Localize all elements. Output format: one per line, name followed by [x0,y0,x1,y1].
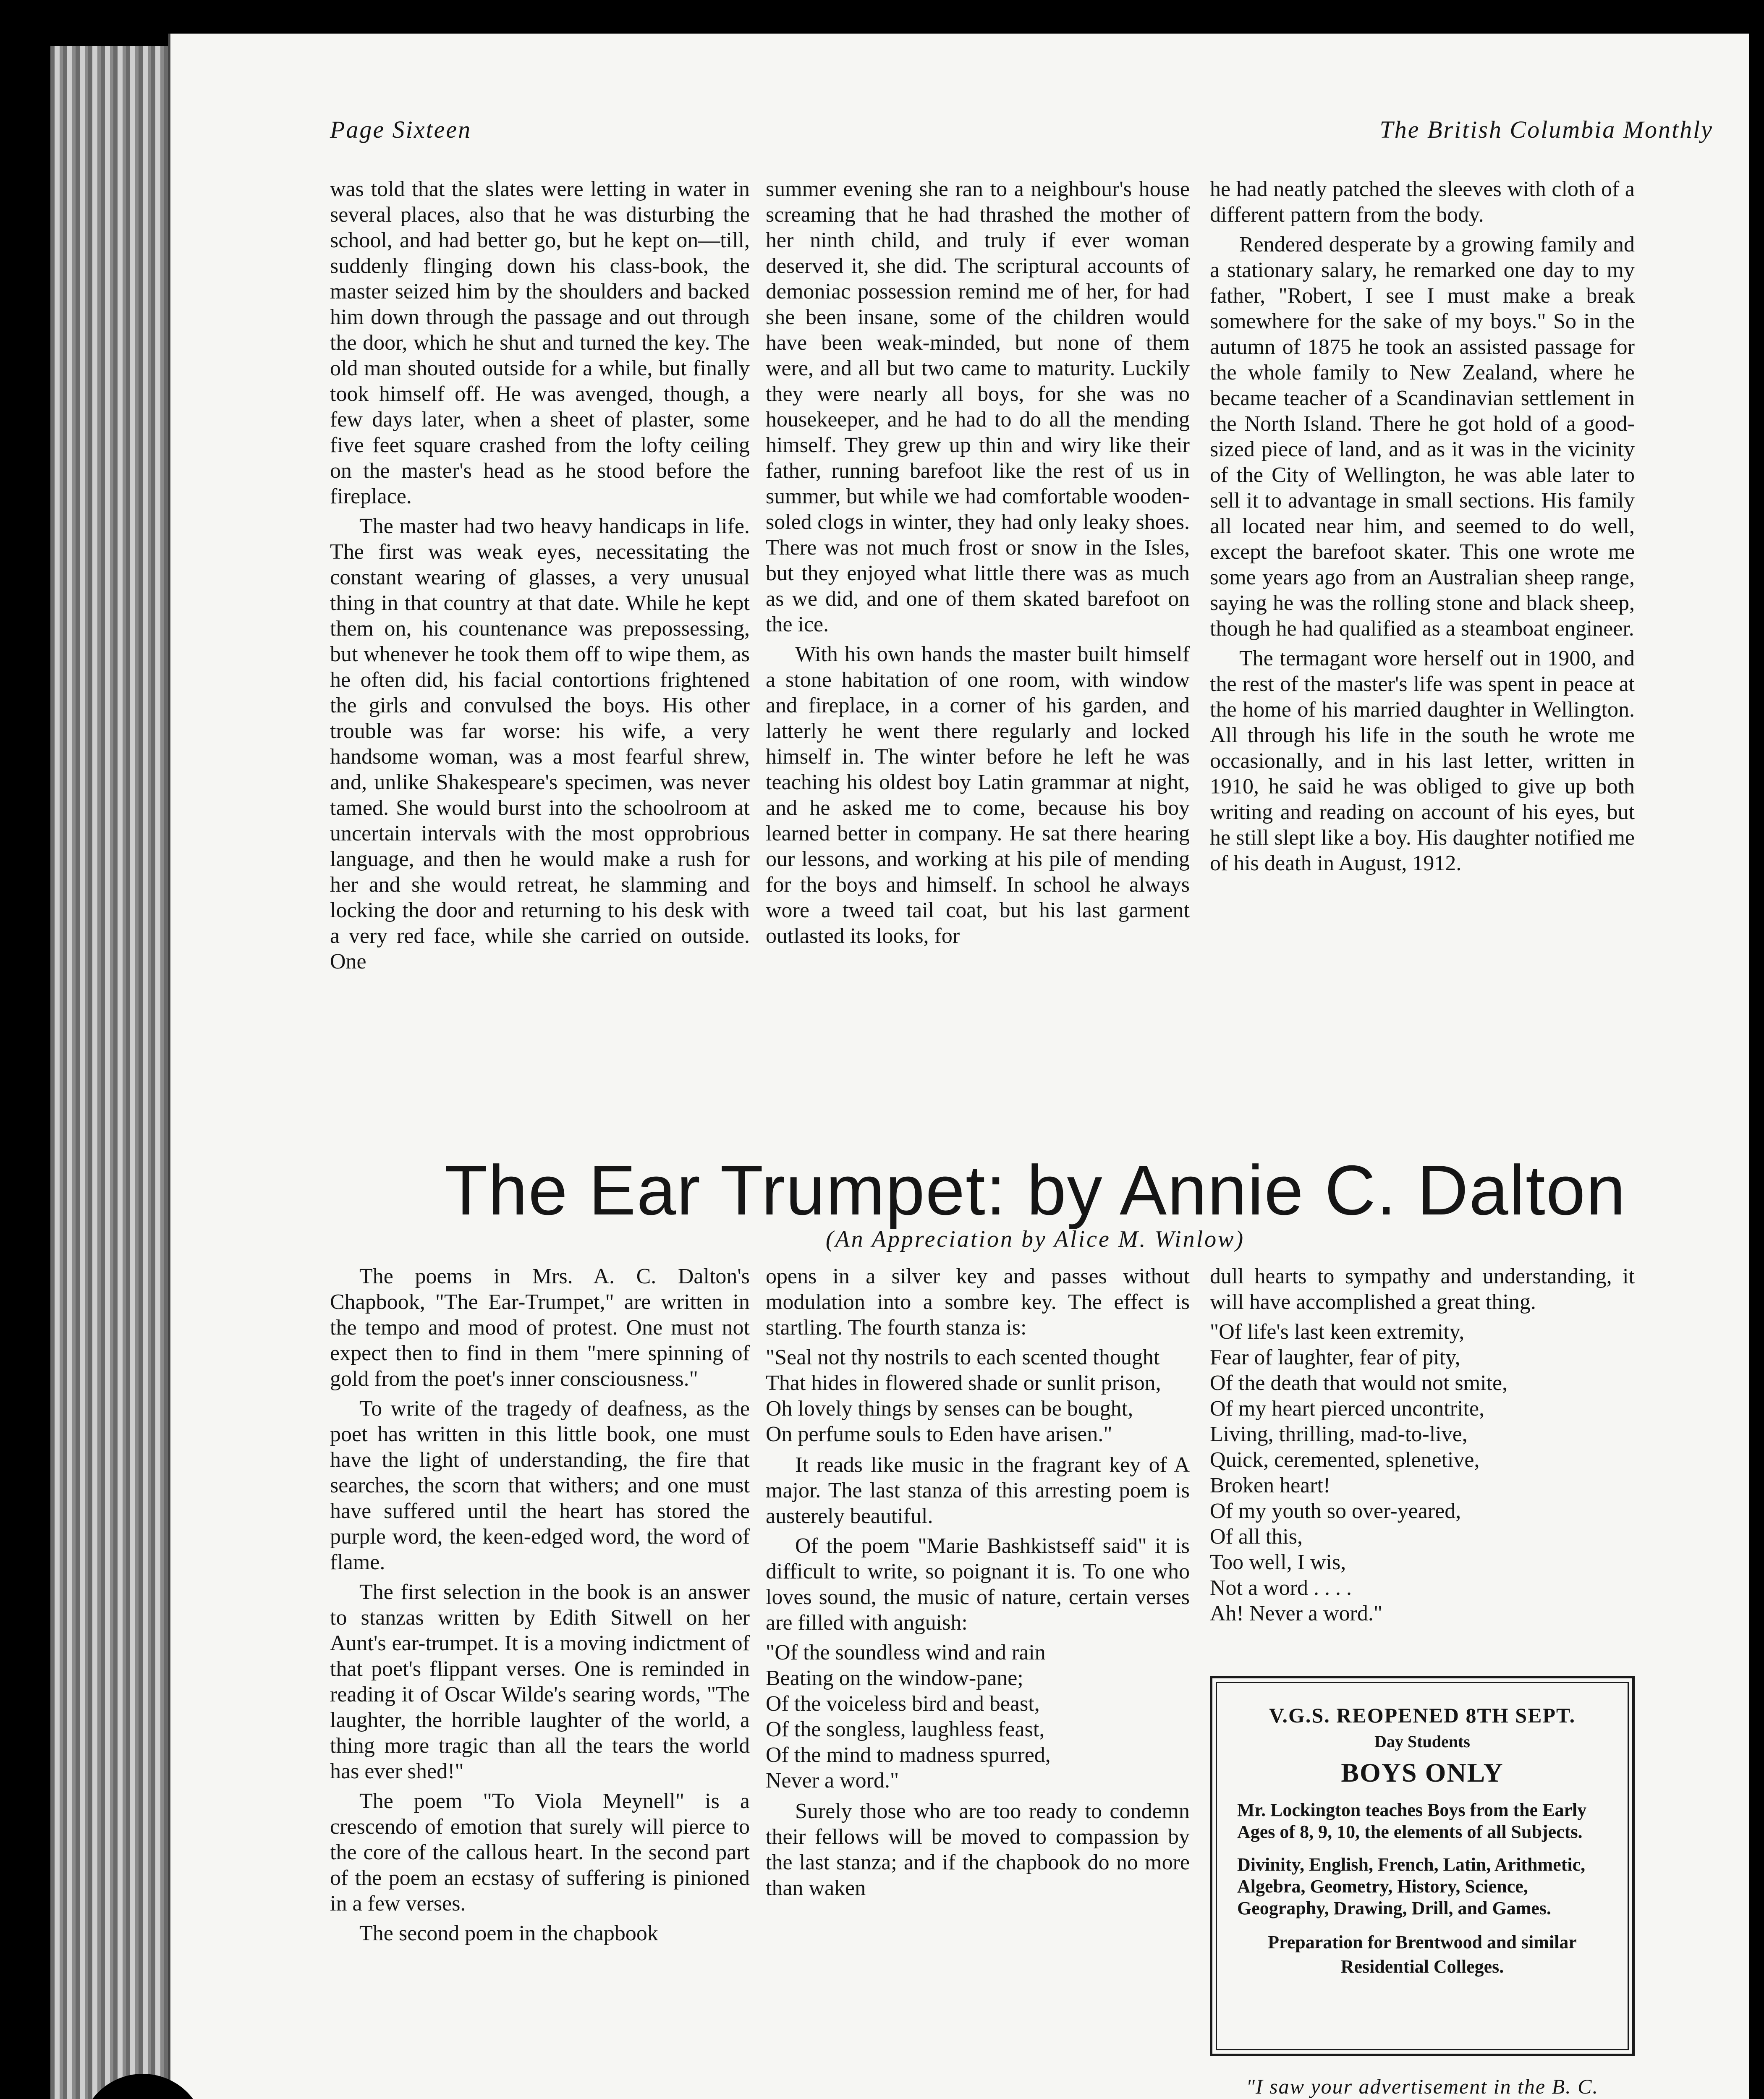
verse-line: Too well, I wis, [1210,1550,1346,1574]
advertisement-frame [1216,1682,1629,2050]
verse-line: Broken heart! [1210,1473,1331,1497]
ad-subheadline: Day Students [1374,1732,1470,1751]
poem-stanza [1210,1319,1635,1626]
verse-line: Of the mind to madness spurred, [766,1743,1051,1767]
paragraph: The second poem in the chapbook [359,1921,658,1945]
ad-preparation: Preparation for Brentwood and similar Residential Colleges. [1268,1932,1577,1977]
verse-line: Of my youth so over-yeared, [1210,1499,1461,1523]
article2-column-3 [1210,1264,1635,1631]
paragraph: The poems in Mrs. A. C. Dalton's Chapbook, "The Ear-Trumpet," are written in the tempo and mood of protest. One must not expect then to find in them "mere spinning of gold from the poet's inner consciousness." [330,1264,750,1391]
advertisement-footer: "I saw your advertisement in the B. C. [1246,2075,1599,2098]
verse-line: Living, thrilling, mad-to-live, [1210,1422,1468,1446]
paragraph: The master had two heavy handicaps in life. The first was weak eyes, necessitating the constant wearing of glasses, a very unusual thing in that country at that date. While he kept them on, his countenance was prepossessing, but whenever he took them off to wipe them, as he often did, his facial contortions frightened the girls and convulsed the boys. His other trouble was far worse: his wife, a very handsome woman, was a most fearful shrew, and, unlike Shakespeare's specimen, was never tamed. She would burst into the schoolroom at uncertain intervals with the most opprobrious language, and then he would make a rush for her and she would retreat, he slamming and locking the door and returning to his desk with a very red face, while she carried on outside. One [330,514,750,974]
paragraph: It reads like music in the fragrant key of A major. The last stanza of this arresting poem is austerely beautiful. [766,1453,1190,1528]
article-title: The Ear Trumpet: by Annie C. Dalton [444,1151,1626,1230]
verse-line: Of the voiceless bird and beast, [766,1692,1040,1716]
verse-line: Not a word . . . . [1210,1576,1352,1600]
ad-emphasis: BOYS ONLY [1341,1758,1504,1788]
verse-line: Of the death that would not smite, [1210,1371,1508,1395]
ad-subjects: Divinity, English, French, Latin, Arithmetic, Algebra, Geometry, History, Science, Geography, Drawing, Drill, and Games. [1237,1854,1586,1918]
verse-line: Of the songless, laughless feast, [766,1717,1045,1741]
paragraph: With his own hands the master built himself a stone habitation of one room, with window and fireplace, in a corner of his garden, and latterly he went there regularly and locked himself in. The winter before he left he was teaching his oldest boy Latin grammar at night, and he asked me to come, because his boy learned better in company. He sat there hearing our lessons, and working at his pile of mending for the boys and himself. In school he always wore a tweed tail coat, but his last garment outlasted its looks, for [766,642,1190,948]
verse-line: Oh lovely things by senses can be bought, [766,1397,1133,1421]
verse-line: Ah! Never a word." [1210,1602,1383,1625]
poem-stanza [766,1345,1190,1447]
paragraph: The poem "To Viola Meynell" is a crescendo of emotion that surely will pierce to the core of the callous heart. In the second part of the poem an ecstasy of suffering is pinioned in a few verses. [330,1789,750,1916]
verse-line: Beating on the window-pane; [766,1666,1023,1690]
paragraph: The termagant wore herself out in 1900, and the rest of the master's life was spent in peace at the home of his married daughter in Wellington. All through his life in the south he wrote me occasionally, and in his last letter, written in 1910, he said he was obliged to give up both writing and reading on account of his eyes, but he still slept like a boy. His daughter notified me of his death in August, 1912. [1210,646,1635,875]
paragraph: Rendered desperate by a growing family and a stationary salary, he remarked one day to my father, "Robert, I see I must make a break somewhere for the sake of my boys." So in the autumn of 1875 he took an assisted passage for the whole family to New Zealand, where he became teacher of a Scandinavian settlement in the North Island. There he got hold of a good-sized piece of land, and as it was in the vicinity of the City of Wellington, he was able later to sell it to advantage in small sections. His family all located near him, and seemed to do well, except the barefoot skater. This one wrote me some years ago from an Australian sheep range, saying he was the rolling stone and black sheep, though he had qualified as a steamboat engineer. [1210,233,1635,641]
verse-line: Of all this, [1210,1525,1303,1549]
article1-column-2 [766,176,1190,953]
paragraph: he had neatly patched the sleeves with cloth of a different pattern from the body. [1210,177,1635,227]
paragraph: summer evening she ran to a neighbour's house screaming that he had thrashed the mother of her ninth child, and truly if ever woman deserved it, she did. The scriptural accounts of demoniac possession remind me of her, for had she been insane, some of the children would have been weak-minded, but none of them were, and all but two came to maturity. Luckily they were nearly all boys, for she was no housekeeper, and he had to do all the mending himself. They grew up thin and wiry like their father, running barefoot like the rest of us in summer, but while we had comfortable wooden-soled clogs in winter, they had only leaky shoes. There was not much frost or snow in the Isles, but they enjoyed what little there was as much as we did, and one of them skated barefoot on the ice. [766,177,1190,636]
paragraph: To write of the tragedy of deafness, as the poet has written in this little book, one must have the light of understanding, the fire that searches, the scorn that withers; and one must have suffered until the heart has stored the purple word, the keen-edged word, the word of flame. [330,1397,750,1574]
paragraph: dull hearts to sympathy and understanding, it will have accomplished a great thing. [1210,1264,1635,1314]
article-byline: (An Appreciation by Alice M. Winlow) [825,1226,1245,1252]
page-number: Page Sixteen [330,116,472,143]
publication-title: The British Columbia Monthly [1379,116,1713,143]
verse-line: Fear of laughter, fear of pity, [1210,1345,1460,1369]
verse-line: "Seal not thy nostrils to each scented thought [766,1345,1160,1369]
school-advertisement [1210,1676,1635,2056]
verse-line: Of my heart pierced uncontrite, [1210,1397,1485,1421]
ad-paragraph: Mr. Lockington teaches Boys from the Early Ages of 8, 9, 10, the elements of all Subjects. [1237,1800,1587,1842]
article2-column-1 [330,1264,750,1950]
paragraph: The first selection in the book is an answer to stanzas written by Edith Sitwell on her Aunt's ear-trumpet. It is a moving indictment of that poet's flippant verses. One is reminded in reading it of Oscar Wilde's searing words, "The laughter, the horrible laughter of the world, a thing more tragic than all the tears the world has ever shed!" [330,1580,750,1783]
verse-line: "Of life's last keen extremity, [1210,1320,1465,1344]
article1-column-1 [330,176,750,979]
verse-line: That hides in flowered shade or sunlit prison, [766,1371,1161,1395]
verse-line: Never a word." [766,1769,899,1793]
paragraph: Of the poem "Marie Bashkistseff said" it is difficult to write, so poignant it is. To one who loves sound, the music of nature, certain verses are filled with anguish: [766,1534,1190,1635]
paragraph: Surely those who are too ready to condemn their fellows will be moved to compassion by the last stanza; and if the chapbook do no more than waken [766,1799,1190,1900]
verse-line: "Of the soundless wind and rain [766,1641,1046,1665]
paragraph: opens in a silver key and passes without modulation into a sombre key. The effect is startling. The fourth stanza is: [766,1264,1190,1340]
article2-column-2 [766,1264,1190,1905]
paragraph: was told that the slates were letting in water in several places, also that he was disturbing the school, and had better go, but he kept on—till, suddenly flinging down his class-book, the master seized him by the shoulders and backed him down through the passage and out through the door, which he shut and turned the key. The old man shouted outside for a while, but finally took himself off. He was avenged, though, a few days later, when a sheet of plaster, some five feet square crashed from the lofty ceiling on the master's head as he stood before the fireplace. [330,177,750,508]
article1-column-3 [1210,176,1635,880]
poem-stanza [766,1640,1190,1793]
ad-headline: V.G.S. REOPENED 8TH SEPT. [1269,1704,1576,1727]
verse-line: Quick, ceremented, splenetive, [1210,1448,1480,1472]
verse-line: On perfume souls to Eden have arisen." [766,1422,1112,1446]
magazine-page [168,34,1749,2099]
